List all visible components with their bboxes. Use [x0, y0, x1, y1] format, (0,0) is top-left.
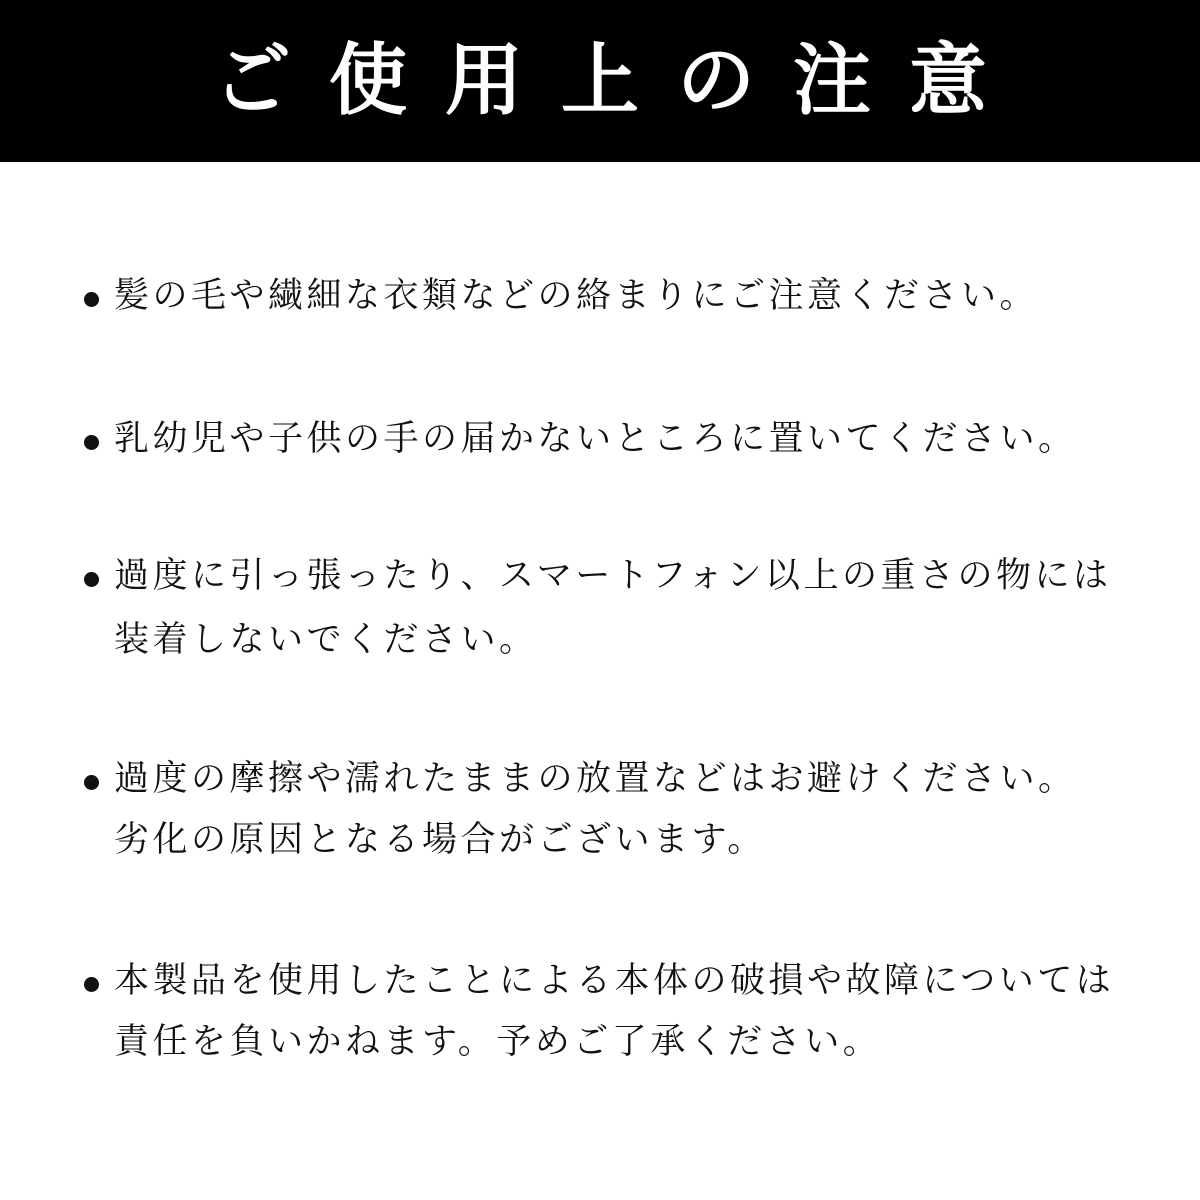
bullet-icon [84, 435, 99, 450]
bullet-icon [84, 572, 99, 587]
notice-text: 劣化の原因となる場合がございます。 [114, 820, 766, 860]
notice-text: 本製品を使用したことによる本体の破損や故障については [114, 961, 1115, 1001]
bullet-icon [84, 977, 99, 992]
notice-text: 髪の毛や繊細な衣類などの絡まりにご注意ください。 [114, 276, 1039, 316]
page-title: ご使用上の注意 [212, 36, 1025, 126]
notice-text: 乳幼児や子供の手の届かないところに置いてください。 [114, 419, 1077, 459]
bullet-icon [84, 292, 99, 307]
notice-text: 責任を負いかねます。予めご了承ください。 [114, 1022, 882, 1062]
header-banner [0, 0, 1200, 162]
notice-text: 過度の摩擦や濡れたままの放置などはお避けください。 [114, 759, 1077, 799]
notice-text: 装着しないでください。 [114, 620, 538, 660]
notice-text: 過度に引っ張ったり、スマートフォン以上の重さの物には [114, 556, 1112, 596]
bullet-icon [84, 775, 99, 790]
